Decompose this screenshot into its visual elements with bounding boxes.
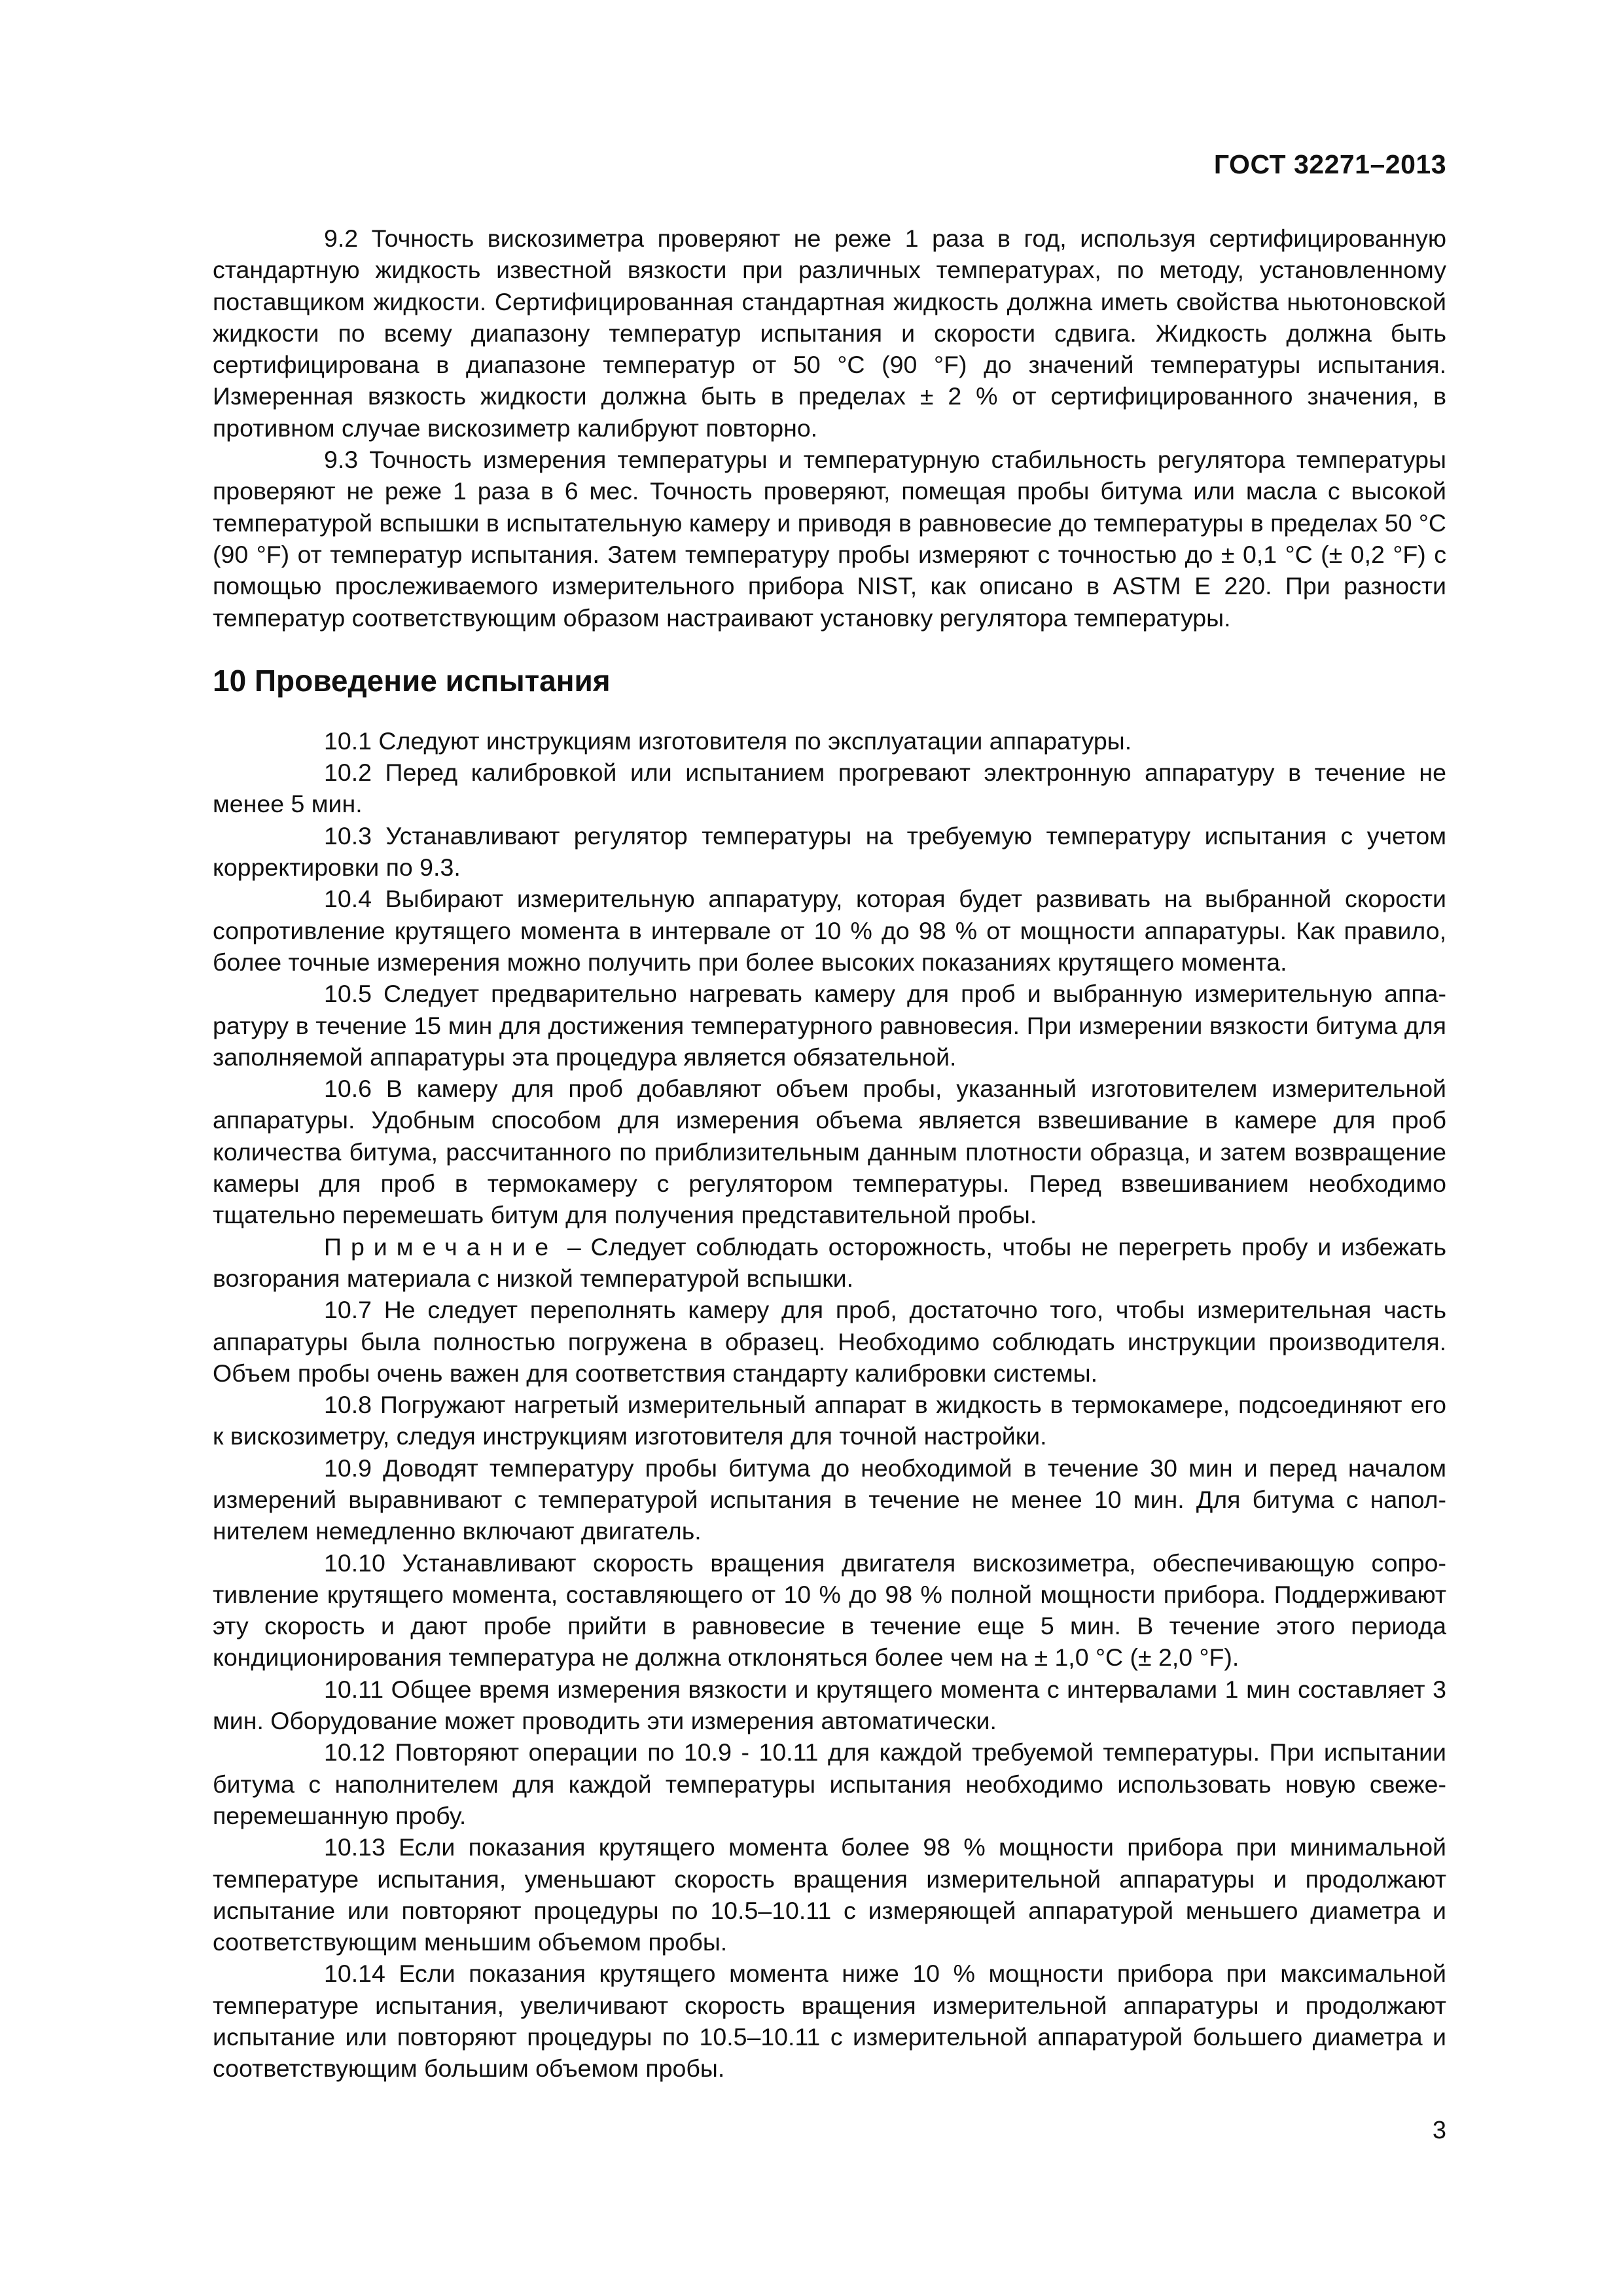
paragraph-10-5: 10.5 Следует предварительно нагревать камеру для проб и выбранную измерительную аппаратуру в течение 15 мин для достижения температурного равновесия. При измерении вязкости битума для заполняемой аппаратуры эта процедура является обязательной. xyxy=(213,980,1446,1071)
paragraph-10-2: 10.2 Перед калибровкой или испытанием прогревают электронную аппаратуру в течение не менее 5 мин. xyxy=(213,759,1446,818)
paragraph-10-7: 10.7 Не следует переполнять камеру для проб, достаточно того, чтобы измерительная часть аппаратуры была полностью погружена в образец. Необходимо соблюдать инструкции производителя. Объем пробы очень важен для соответствия стандарту калибровки системы. xyxy=(213,1296,1446,1387)
paragraph-10-14: 10.14 Если показания крутящего момента ниже 10 % мощности прибора при максимальной температуре испытания, увеличивают скорость вращения измерительной аппаратуры и продолжают испытание или повторяют процедуры по 10.5–10.11 с измерительной аппаратурой большего диаметра и соответствующим большим объемом пробы. xyxy=(213,1960,1446,2083)
paragraph-10-9: 10.9 Доводят температуру пробы битума до необходимой в течение 30 мин и перед началом измерений выравнивают с температурой испытания в течение не менее 10 мин. Для битума с наполнителем немедленно включают двигатель. xyxy=(213,1454,1446,1545)
paragraph-10-11: 10.11 Общее время измерения вязкости и крутящего момента с интервалами 1 мин составляет 3 мин. Оборудование может проводить эти измерения автоматически. xyxy=(213,1675,1446,1735)
paragraph-10-3: 10.3 Устанавливают регулятор температуры на требуемую температуру испытания с учетом корректировки по 9.3. xyxy=(213,821,1446,882)
standard-designation: ГОСТ 32271–2013 xyxy=(1213,149,1446,179)
paragraph-10-12: 10.12 Повторяют операции по 10.9 - 10.11 для каждой требуемой температуры. При испытании битума с наполнителем для каждой температуры испытания необходимо использовать новую свежеперемешанную пробу. xyxy=(213,1738,1446,1829)
note-paragraph xyxy=(213,1231,1446,1295)
section-10 xyxy=(213,725,1446,2085)
section-9-continuation xyxy=(213,223,1446,634)
document-body xyxy=(213,223,1446,2085)
note-text: – Следует соблюдать осторожность, чтобы не перегреть пробу и избежать возгорания материала с низкой температурой вспышки. xyxy=(213,1232,1446,1292)
paragraph-10-13: 10.13 Если показания крутящего момента более 98 % мощности прибора при минимальной температуре испытания, уменьшают скорость вращения измерительной аппаратуры и продолжают испытание или повторяют процедуры по 10.5–10.11 с измеряющей аппаратурой меньшего диаметра и соответствующим меньшим объемом пробы. xyxy=(213,1833,1446,1956)
paragraph-10-4: 10.4 Выбирают измерительную аппаратуру, которая будет развивать на выбранной скорости сопротивление крутящего момента в интервале от 10 % до 98 % от мощности аппаратуры. Как правило, более точные измерения можно получить при более высоких показаниях крутящего момента. xyxy=(213,885,1446,976)
paragraph-10-8: 10.8 Погружают нагретый измерительный аппарат в жидкость в термокамере, подсоединяют его к вискозиметру, следуя инструкциям изготовителя для точной настройки. xyxy=(213,1391,1446,1450)
paragraph-10-10: 10.10 Устанавливают скорость вращения двигателя вискозиметра, обеспечивающую сопротивление крутящего момента, составляющего от 10 % до 98 % полной мощности прибора. Поддерживают эту скорость и дают пробе прийти в равновесие в течение еще 5 мин. В течение этого периода кондиционирования температура не должна отклоняться более чем на ± 1,0 °С (± 2,0 °F). xyxy=(213,1549,1446,1672)
paragraph-10-6: 10.6 В камеру для проб добавляют объем пробы, указанный изготовителем измерительной аппаратуры. Удобным способом для измерения объема является взвешивание в камере для проб количества битума, рассчитанного по приблизительным данным плотности образца, и затем возвращение камеры для проб в термокамеру с регулятором температуры. Перед взвешиванием необходимо тщательно перемешать битум для получения представительной пробы. xyxy=(213,1075,1446,1229)
paragraph-10-1: 10.1 Следуют инструкциям изготовителя по эксплуатации аппаратуры. xyxy=(324,726,1132,755)
section-10-heading: 10 Проведение испытания xyxy=(213,663,611,698)
page-number: 3 xyxy=(1432,2117,1446,2144)
paragraph-9-2: 9.2 Точность вискозиметра проверяют не реже 1 раза в год, используя сертифицированную стандартную жидкость известной вязкости при различных температурах, по методу, установленному поставщиком жидкости. Сертифицированная стандартная жидкость должна иметь свойства ньютоновской жидкости по всему диапазону температур испытания и скорости сдвига. Жидкость должна быть сертифицирована в диапазоне температур от 50 °С (90 °F) до значений температуры испытания. Измеренная вязкость жидкости должна быть в пределах ± 2 % от сертифицированного значения, в противном случае вискозиметр калибруют повторно. xyxy=(213,224,1446,442)
note-label: Примечание xyxy=(324,1232,558,1261)
paragraph-9-3: 9.3 Точность измерения температуры и температурную стабильность регулятора температуры проверяют не реже 1 раза в 6 мес. Точность проверяют, помещая пробы битума или масла с высокой температурой вспышки в испытательную камеру и приводя в равновесие до температуры в пределах 50 °С (90 °F) от температур испытания. Затем температуру пробы измеряют с точностью до ± 0,1 °С (± 0,2 °F) с помощью прослеживаемого измерительного прибора NIST, как описано в ASTM E 220. При разности температур соответствующим образом настраивают установку регулятора температуры. xyxy=(213,446,1446,632)
